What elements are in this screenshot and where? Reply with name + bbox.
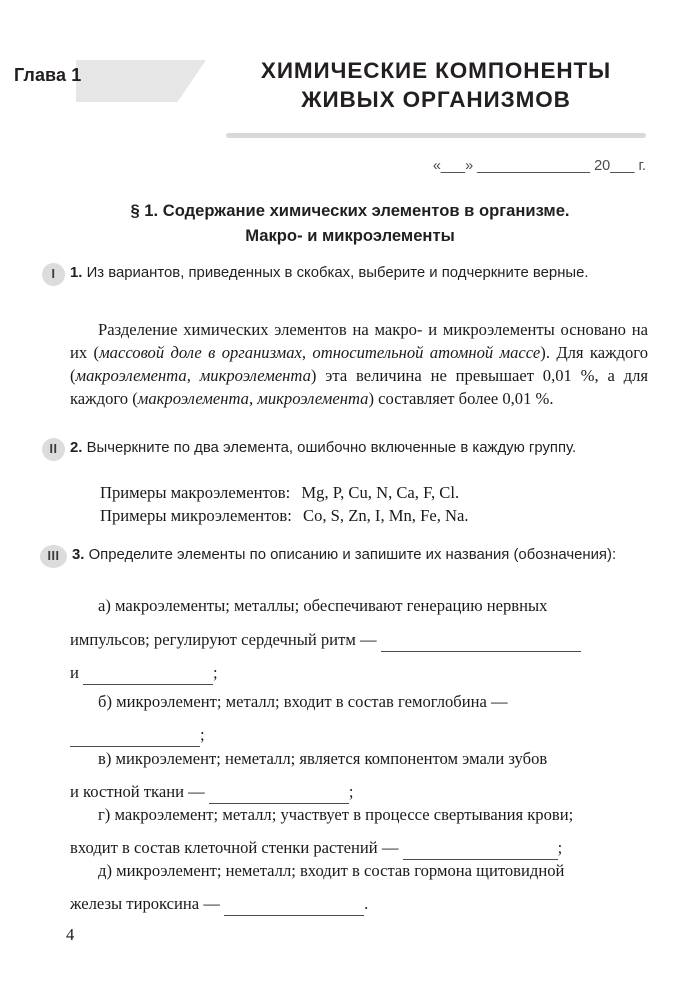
page-title (226, 56, 646, 114)
task-3-item-v-sep: ; (348, 782, 354, 801)
task-3-item-a-sep-3: ; (213, 663, 218, 682)
task-3-item-v-blank-1[interactable] (209, 780, 349, 804)
task-3-item-b-blank-1[interactable] (70, 723, 200, 747)
task-3-item-d-text-2: железы тироксина — (70, 894, 220, 913)
title-divider (226, 133, 646, 138)
chapter-badge-label: Глава 1 (14, 65, 82, 85)
task-3-item-g-text-2: входит в состав клеточной стенки растений — (70, 838, 399, 857)
task-2-example-label-1: Примеры макроэлементов: (100, 483, 291, 502)
task-3-item-v-line-2 (70, 780, 354, 804)
task-2-example-label-2: Примеры микроэлементов: (100, 506, 292, 525)
task-marker-1: I (42, 263, 65, 286)
task-1-body-part-3: ) эта величина не превышает 0,01 %, а для каждого ( (70, 366, 648, 408)
task-2-prompt-text: Вычеркните по два элемента, ошибочно включенные в каждую группу. (86, 440, 577, 456)
date-fill-line[interactable]: «___» ______________ 20___ г. (432, 158, 646, 174)
page-number: 4 (66, 925, 75, 944)
page-title-line-2: ЖИВЫХ ОРГАНИЗМОВ (301, 87, 571, 112)
task-3-item-a-line-2 (70, 628, 581, 652)
task-3-number: 3. (72, 547, 85, 563)
task-2-example-elements-2[interactable]: Co, S, Zn, I, Mn, Fe, Na. (303, 506, 469, 525)
task-3-item-g-blank-1[interactable] (403, 836, 558, 860)
task-3-item-b-line-1: б) микроэлемент; металл; входит в состав гемоглобина — (98, 692, 508, 711)
task-3-item-g-line-1: г) макроэлемент; металл; участвует в процессе свертывания крови; (98, 805, 574, 824)
task-2-number: 2. (70, 440, 83, 456)
task-2-example-row-1 (100, 483, 459, 503)
task-3-item-a-blank-1[interactable] (381, 628, 581, 652)
chapter-badge (76, 60, 206, 102)
task-3-item-d-line-1: д) микроэлемент; неметалл; входит в состав гормона щитовидной (98, 861, 565, 880)
page-title-line-1: ХИМИЧЕСКИЕ КОМПОНЕНТЫ (260, 58, 612, 83)
task-3-item-a-text-2: импульсов; регулируют сердечный ритм — (70, 630, 377, 649)
task-3-item-b-line-2 (70, 723, 205, 747)
section-heading-line-2: Макро- и микроэлементы (245, 226, 455, 245)
task-3-prompt-text: Определите элементы по описанию и запишите их названия (обозначения): (88, 547, 617, 563)
task-marker-3: III (40, 545, 67, 568)
task-1-prompt (70, 263, 648, 285)
task-3-item-v-text-2: и костной ткани — (70, 782, 205, 801)
task-1-prompt-text: Из вариантов, приведенных в скобках, выберите и подчеркните верные. (86, 265, 589, 281)
task-1-body-part-4: ) составляет более 0,01 %. (368, 389, 554, 408)
task-1-option-1[interactable]: массовой доле в организмах, относительной атомной массе (99, 343, 541, 362)
task-3-item-d-sep: . (364, 894, 369, 913)
task-2-example-elements-1[interactable]: Mg, P, Cu, N, Ca, F, Cl. (301, 483, 460, 502)
task-1-body (70, 318, 648, 410)
task-1-option-3[interactable]: макроэлемента, микроэлемента (137, 389, 369, 408)
task-3-item-v-line-1: в) микроэлемент; неметалл; является компонентом эмали зубов (98, 749, 548, 768)
task-3-item-a-text-3: и (70, 663, 79, 682)
task-3-item-g-sep: ; (557, 838, 563, 857)
task-3-prompt (72, 545, 648, 567)
task-2-example-row-2 (100, 506, 469, 526)
task-1-body-part-2: ). Для каждого ( (70, 343, 648, 385)
task-3-item-a-blank-2[interactable] (83, 661, 213, 685)
page-header (0, 56, 700, 126)
task-3-item-d-blank-1[interactable] (224, 892, 364, 916)
task-1-body-part-1: Разделение химических элементов на макро- и микроэлементы основано на их ( (70, 320, 648, 362)
section-heading (50, 198, 650, 248)
task-3-item-d-line-2 (70, 892, 368, 916)
task-3-item-b-sep: ; (200, 725, 205, 744)
task-1-number: 1. (70, 265, 83, 281)
task-1-option-2[interactable]: макроэлемента, микроэлемента (75, 366, 311, 385)
task-3-item-g-line-2 (70, 836, 562, 860)
task-2-prompt (70, 438, 648, 460)
task-marker-2: II (42, 438, 65, 461)
section-heading-line-1: § 1. Содержание химических элементов в организме. (130, 201, 570, 220)
task-3-item-a-line-3 (70, 661, 218, 685)
task-3-item-a-line-1: а) макроэлементы; металлы; обеспечивают генерацию нервных (98, 596, 548, 615)
